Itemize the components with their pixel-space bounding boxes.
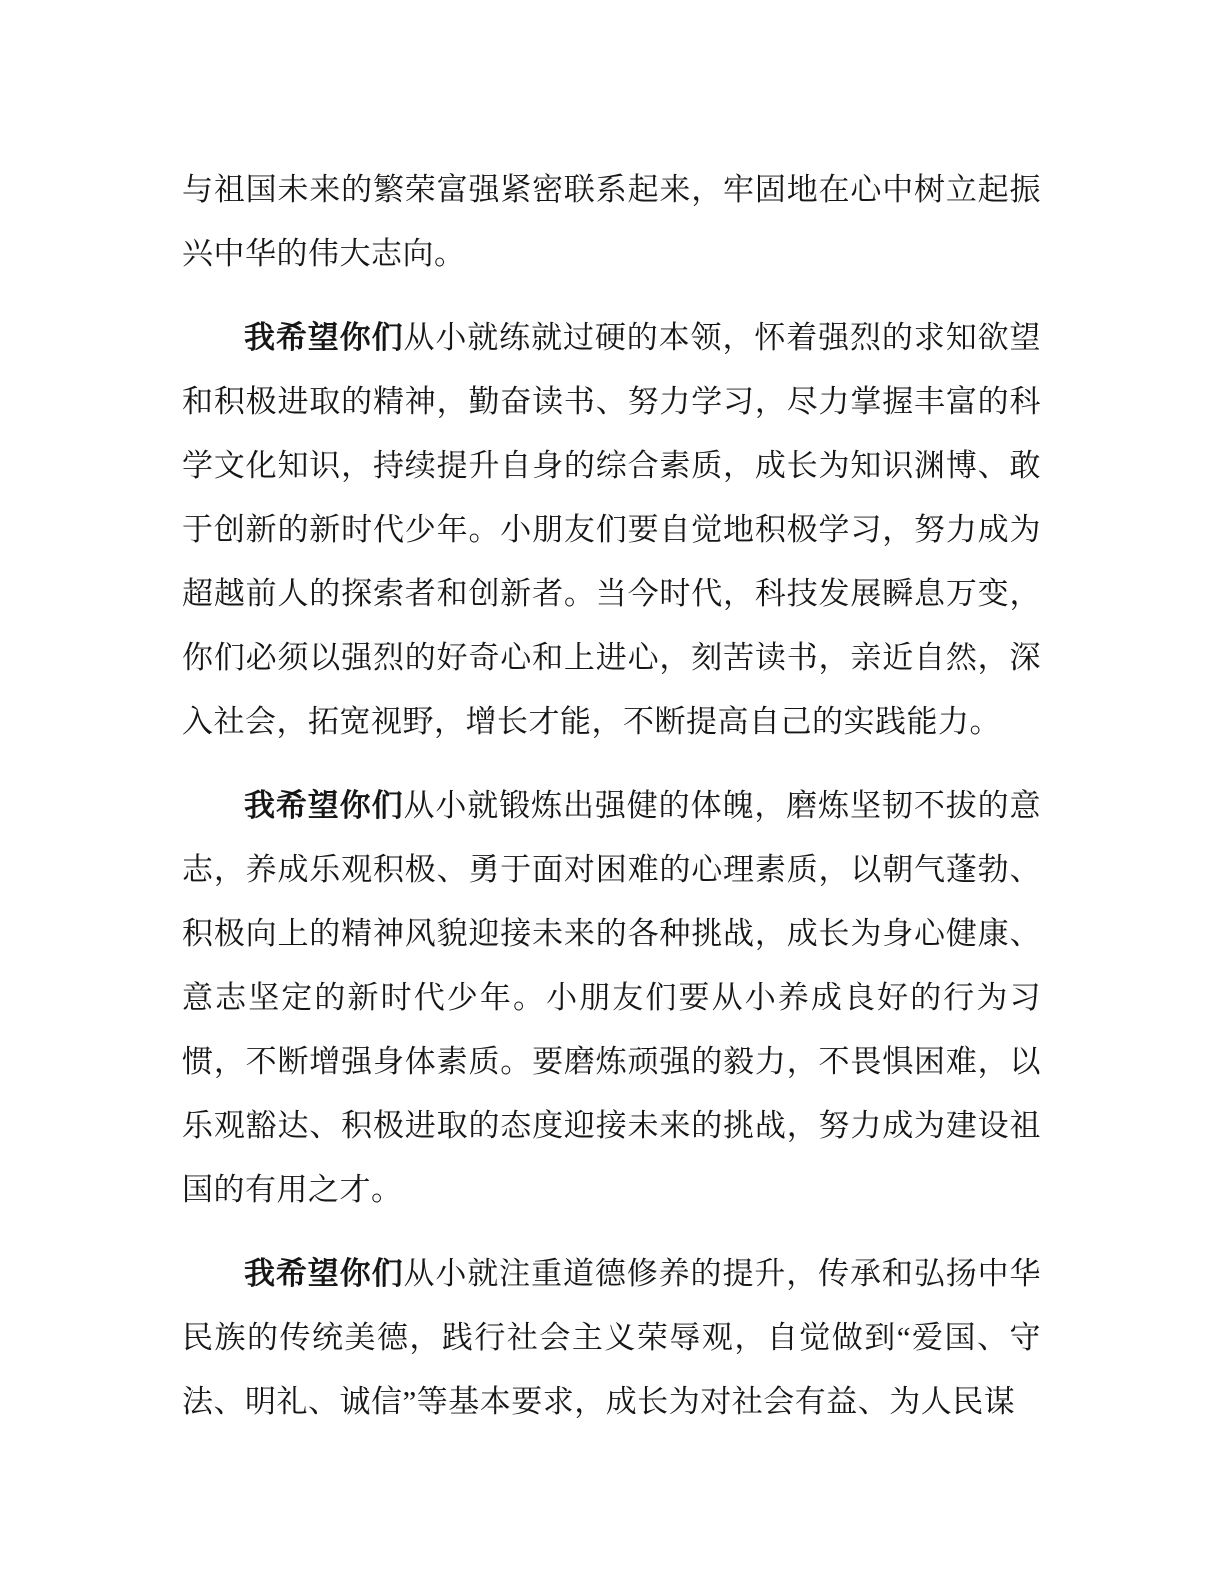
paragraph-lead-bold: 我希望你们 bbox=[244, 788, 404, 823]
paragraph-hope-health bbox=[182, 774, 1041, 1222]
paragraph-text: 从小就练就过硬的本领，怀着强烈的求知欲望和积极进取的精神，勤奋读书、努力学习，尽力掌握丰富的科学文化知识，持续提升自身的综合素质，成长为知识渊博、敢于创新的新时代少年。小朋友们要自觉地积极学习，努力成为超越前人的探索者和创新者。当今时代，科技发展瞬息万变，你们必须以强烈的好奇心和上进心，刻苦读书，亲近自然，深入社会，拓宽视野，增长才能，不断提高自己的实践能力。 bbox=[182, 320, 1042, 739]
paragraph-hope-study bbox=[182, 306, 1041, 754]
paragraph-lead-bold: 我希望你们 bbox=[244, 1256, 404, 1291]
paragraph-lead-bold: 我希望你们 bbox=[244, 320, 404, 355]
paragraph-text: 从小就锻炼出强健的体魄，磨炼坚韧不拔的意志，养成乐观积极、勇于面对困难的心理素质，以朝气蓬勃、积极向上的精神风貌迎接未来的各种挑战，成长为身心健康、意志坚定的新时代少年。小朋友们要从小养成良好的行为习惯，不断增强身体素质。要磨炼顽强的毅力，不畏惧困难，以乐观豁达、积极进取的态度迎接未来的挑战，努力成为建设祖国的有用之才。 bbox=[182, 788, 1042, 1207]
paragraph-continuation bbox=[182, 158, 1041, 286]
paragraph-text: 从小就注重道德修养的提升，传承和弘扬中华民族的传统美德，践行社会主义荣辱观，自觉做到“爱国、守法、明礼、诚信”等基本要求，成长为对社会有益、为人民谋 bbox=[182, 1256, 1042, 1419]
paragraph-hope-morality bbox=[182, 1242, 1041, 1434]
document-text-body bbox=[182, 0, 1041, 1454]
paragraph-text: 与祖国未来的繁荣富强紧密联系起来，牢固地在心中树立起振兴中华的伟大志向。 bbox=[182, 172, 1041, 271]
